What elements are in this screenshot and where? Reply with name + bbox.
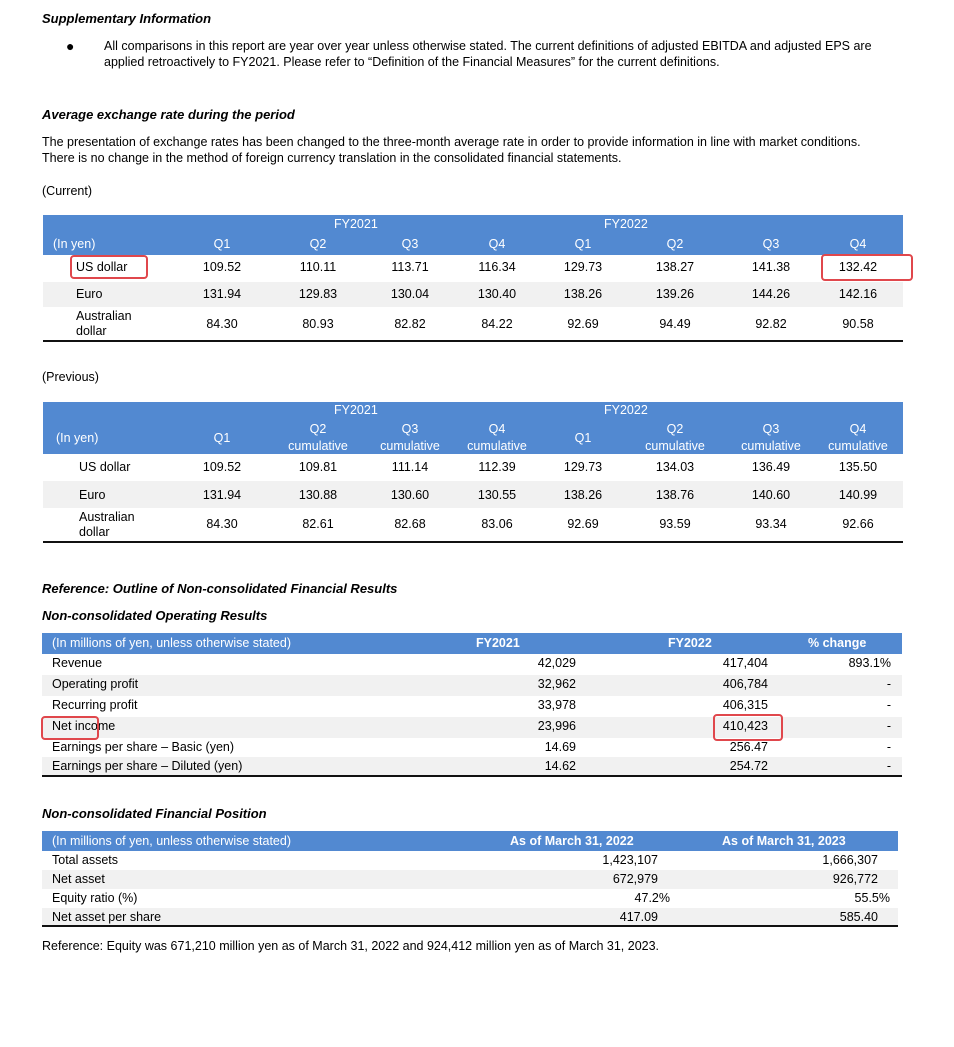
fy2021-value: 23,996 — [537, 719, 576, 733]
change-value: - — [886, 740, 891, 754]
fy2021-value: 14.62 — [544, 759, 576, 773]
value-2023: 926,772 — [832, 872, 878, 886]
operating-unit-header: (In millions of yen, unless otherwise stated) — [52, 636, 291, 650]
operating-fy2022-header: FY2022 — [668, 636, 712, 650]
value-2022: 417.09 — [619, 910, 658, 924]
change-value: 893.1% — [848, 656, 891, 670]
fy2022-value: 254.72 — [729, 759, 768, 773]
position-unit-header: (In millions of yen, unless otherwise stated) — [52, 834, 291, 848]
rate-value: 83.06 — [481, 517, 513, 531]
column-header: Q3 — [762, 237, 780, 251]
rate-value: 129.73 — [563, 260, 603, 274]
fy2022-value: 417,404 — [722, 656, 768, 670]
fy2021-value: 42,029 — [537, 656, 576, 670]
fy2022-value: 406,784 — [722, 677, 768, 691]
rate-value: 142.16 — [838, 287, 878, 301]
rate-value: 92.82 — [755, 317, 787, 331]
rate-value: 129.83 — [298, 287, 338, 301]
column-header: Q2 — [309, 422, 327, 436]
current-fy2022-header: FY2022 — [604, 217, 648, 231]
highlight-box — [713, 714, 783, 741]
row-label: Australian dollar — [79, 510, 135, 539]
rate-value: 109.52 — [202, 460, 242, 474]
column-header: Q3 — [401, 237, 419, 251]
value-2023: 1,666,307 — [822, 853, 878, 867]
column-header: Q2 — [666, 422, 684, 436]
change-value: - — [886, 677, 891, 691]
rate-value: 131.94 — [202, 488, 242, 502]
operating-change-header: % change — [808, 636, 867, 650]
column-header-sub: cumulative — [741, 439, 801, 453]
rate-value: 93.59 — [659, 517, 691, 531]
row-label: Euro — [76, 287, 103, 301]
column-header: Q1 — [213, 431, 231, 445]
equity-footnote: Reference: Equity was 671,210 million yen as of March 31, 2022 and 924,412 million yen as of March 31, 2023. — [42, 939, 660, 953]
rate-value: 82.68 — [394, 517, 426, 531]
column-header: Q1 — [574, 237, 592, 251]
rate-value: 131.94 — [202, 287, 242, 301]
row-label: Net asset per share — [52, 910, 162, 924]
column-header: Q1 — [213, 237, 231, 251]
rate-value: 138.26 — [563, 488, 603, 502]
rate-value: 94.49 — [659, 317, 691, 331]
column-header: Q3 — [762, 422, 780, 436]
highlight-box — [41, 716, 99, 740]
fy2022-value: 406,315 — [722, 698, 768, 712]
rate-value: 130.55 — [477, 488, 517, 502]
rate-value: 84.30 — [206, 517, 238, 531]
rate-value: 109.81 — [298, 460, 338, 474]
value-2023: 55.5% — [854, 891, 890, 905]
rate-value: 84.30 — [206, 317, 238, 331]
rate-value: 138.27 — [655, 260, 695, 274]
highlight-box — [70, 255, 148, 279]
nonconsolidated-title: Reference: Outline of Non-consolidated Financial Results — [42, 581, 398, 596]
previous-unit-label: (In yen) — [56, 431, 99, 445]
row-label: Net income — [52, 719, 116, 733]
column-header: Q2 — [666, 237, 684, 251]
operating-results-title: Non-consolidated Operating Results — [42, 608, 268, 623]
row-label: Operating profit — [52, 677, 139, 691]
position-2022-header: As of March 31, 2022 — [510, 834, 634, 848]
rate-value: 130.60 — [390, 488, 430, 502]
row-label: Australian dollar — [76, 309, 132, 338]
change-value: - — [886, 698, 891, 712]
rate-value: 82.82 — [394, 317, 426, 331]
rate-value: 111.14 — [391, 460, 429, 474]
rate-value: 130.40 — [477, 287, 517, 301]
rate-value: 134.03 — [655, 460, 695, 474]
row-label: Equity ratio (%) — [52, 891, 138, 905]
rate-value: 116.34 — [478, 260, 516, 274]
rate-value: 136.49 — [751, 460, 791, 474]
column-header: Q3 — [401, 422, 419, 436]
row-label: US dollar — [76, 260, 128, 274]
exchange-title: Average exchange rate during the period — [42, 107, 295, 122]
change-value: - — [886, 759, 891, 773]
fy2022-value: 410,423 — [722, 719, 768, 733]
row-label: Revenue — [52, 656, 103, 670]
column-header-sub: cumulative — [288, 439, 348, 453]
column-header: Q1 — [574, 431, 592, 445]
rate-value: 93.34 — [755, 517, 787, 531]
row-label: Euro — [79, 488, 106, 502]
current-label: (Current) — [42, 184, 93, 198]
row-label: Total assets — [52, 853, 119, 867]
rate-value: 90.58 — [842, 317, 874, 331]
rate-value: 82.61 — [302, 517, 334, 531]
rate-value: 84.22 — [481, 317, 513, 331]
fy2021-value: 14.69 — [544, 740, 576, 754]
column-header: Q2 — [309, 237, 327, 251]
rate-value: 138.26 — [563, 287, 603, 301]
operating-fy2021-header: FY2021 — [476, 636, 520, 650]
column-header-sub: cumulative — [828, 439, 888, 453]
supplementary-title: Supplementary Information — [42, 11, 212, 26]
rate-value: 130.04 — [390, 287, 430, 301]
rate-value: 113.71 — [391, 260, 429, 274]
exchange-description: The presentation of exchange rates has been changed to the three-month average rate in order to provide information in line with market conditions. There is no change in the method of foreign currency translation in the consolidated financial statements. — [42, 135, 861, 165]
change-value: - — [886, 719, 891, 733]
fy2021-value: 33,978 — [537, 698, 576, 712]
previous-fy2022-header: FY2022 — [604, 403, 648, 417]
rate-value: 144.26 — [751, 287, 791, 301]
rate-value: 140.60 — [751, 488, 791, 502]
rate-value: 92.69 — [567, 317, 599, 331]
rate-value: 80.93 — [302, 317, 334, 331]
fy2021-value: 32,962 — [537, 677, 576, 691]
current-unit-label: (In yen) — [53, 237, 96, 251]
rate-value: 92.66 — [842, 517, 874, 531]
rate-value: 140.99 — [838, 488, 878, 502]
bullet-icon: ● — [66, 38, 75, 54]
row-label: Recurring profit — [52, 698, 138, 712]
column-header: Q4 — [488, 422, 506, 436]
rate-value: 109.52 — [202, 260, 242, 274]
column-header: Q4 — [849, 422, 867, 436]
rate-value: 129.73 — [563, 460, 603, 474]
rate-value: 112.39 — [478, 460, 516, 474]
previous-fy2021-header: FY2021 — [334, 403, 378, 417]
column-header: Q4 — [488, 237, 506, 251]
value-2022: 47.2% — [634, 891, 670, 905]
row-label: US dollar — [79, 460, 131, 474]
current-fy2021-header: FY2021 — [334, 217, 378, 231]
fy2022-value: 256.47 — [729, 740, 768, 754]
column-header-sub: cumulative — [645, 439, 705, 453]
highlight-box — [821, 254, 913, 281]
value-2022: 1,423,107 — [602, 853, 658, 867]
column-header-sub: cumulative — [380, 439, 440, 453]
rate-value: 130.88 — [298, 488, 338, 502]
position-2023-header: As of March 31, 2023 — [722, 834, 846, 848]
previous-label: (Previous) — [42, 370, 99, 384]
row-label: Earnings per share – Basic (yen) — [52, 740, 235, 754]
rate-value: 139.26 — [655, 287, 695, 301]
rate-value: 135.50 — [838, 460, 878, 474]
rate-value: 132.42 — [838, 260, 878, 274]
row-label: Net asset — [52, 872, 105, 886]
rate-value: 141.38 — [751, 260, 791, 274]
column-header: Q4 — [849, 237, 867, 251]
value-2022: 672,979 — [612, 872, 658, 886]
financial-position-title: Non-consolidated Financial Position — [42, 806, 267, 821]
value-2023: 585.40 — [839, 910, 878, 924]
rate-value: 138.76 — [655, 488, 695, 502]
rate-value: 92.69 — [567, 517, 599, 531]
rate-value: 110.11 — [299, 260, 337, 274]
supplementary-bullet-text: All comparisons in this report are year over year unless otherwise stated. The current definitions of adjusted EBITDA and adjusted EPS are applied retroactively to FY2021. Please refer to “Definition of the Financial Measures” for the current definitions. — [104, 39, 872, 69]
row-label: Earnings per share – Diluted (yen) — [52, 759, 243, 773]
column-header-sub: cumulative — [467, 439, 527, 453]
